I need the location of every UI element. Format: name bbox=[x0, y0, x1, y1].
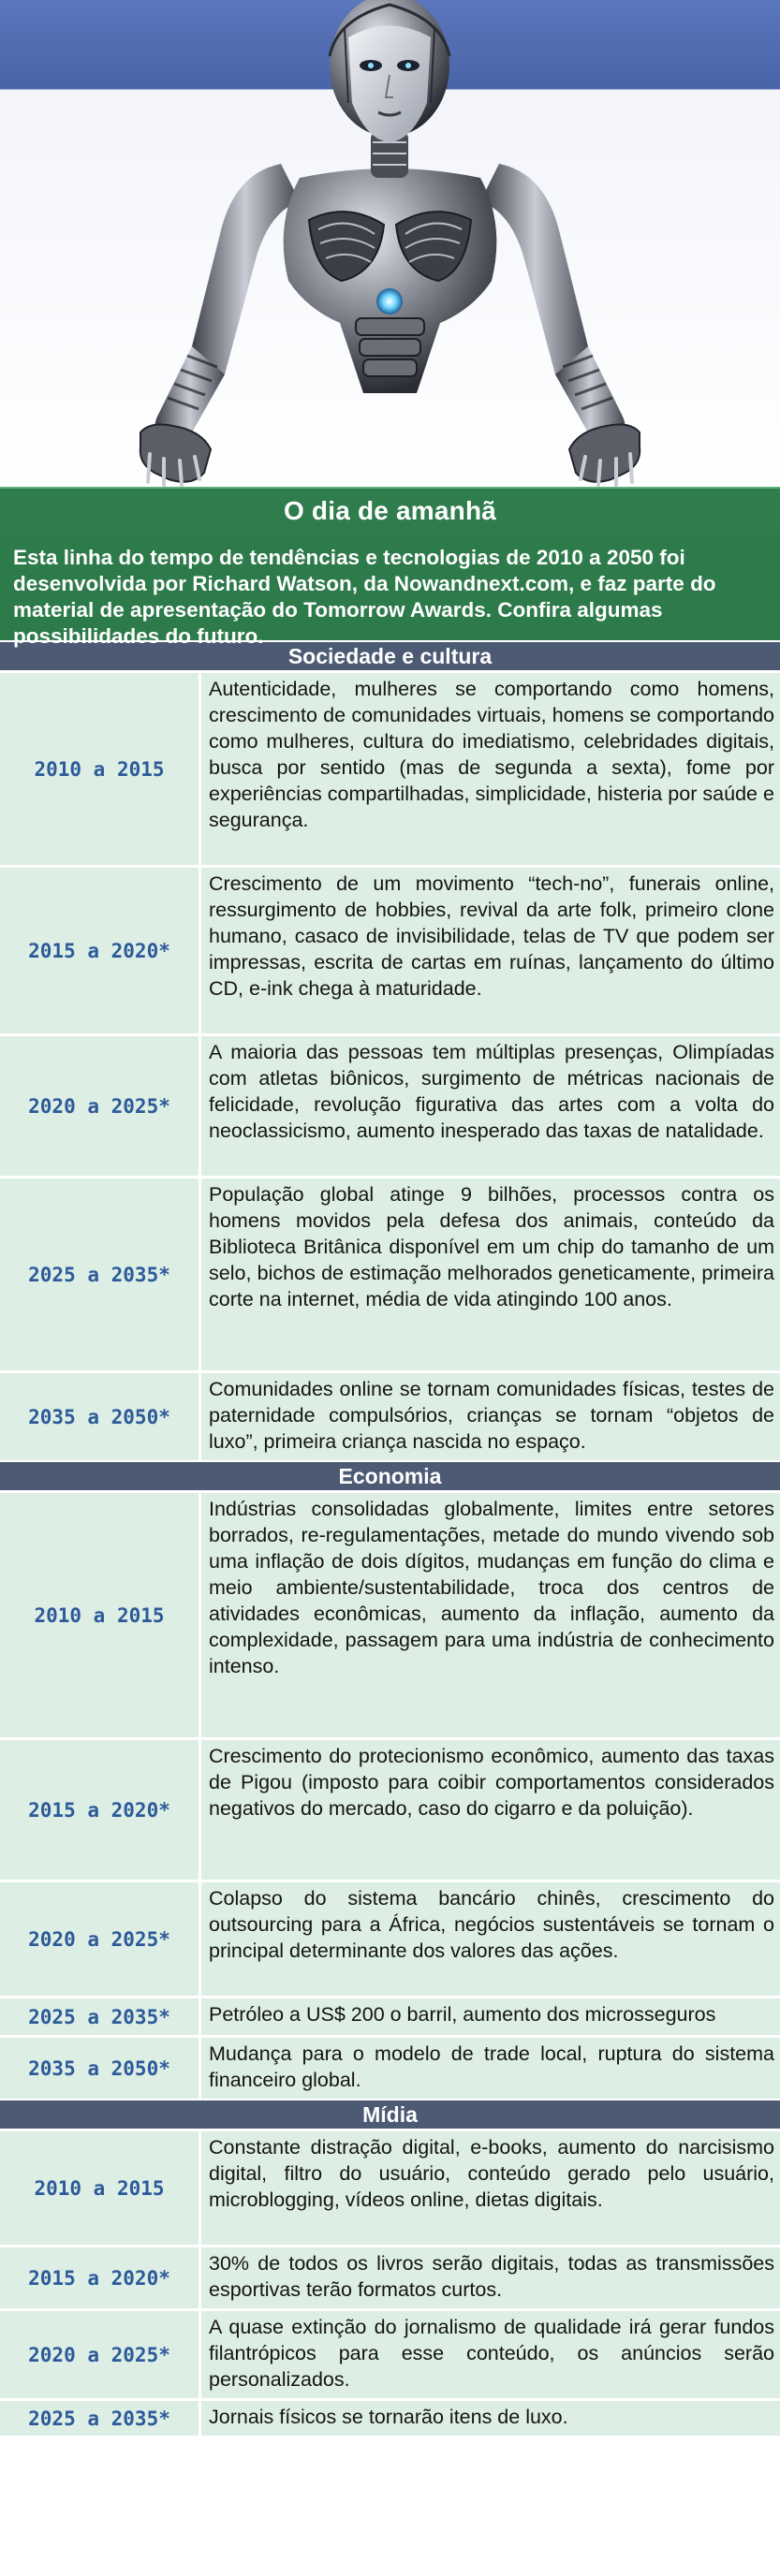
table-row bbox=[0, 2398, 780, 2436]
period-cell: 2035 a 2050* bbox=[0, 1373, 201, 1460]
section-header-midia: Mídia bbox=[0, 2099, 780, 2129]
table-row bbox=[0, 670, 780, 865]
description-cell: Constante distração digital, e-books, aumento do narcisismo digital, filtro do usuário, conteúdo gerado pelo usuário, microblogging, vídeos online, dietas digitais. bbox=[209, 2136, 774, 2211]
description-cell: 30% de todos os livros serão digitais, todas as transmissões esportivas terão formatos curtos. bbox=[209, 2252, 774, 2301]
period-cell: 2010 a 2015 bbox=[0, 2131, 201, 2245]
description-cell: População global atinge 9 bilhões, processos contra os homens movidos pela defesa dos animais, conteúdo da Biblioteca Britânica disponível em um chip do tamanho de um selo, bichos de estimação melhorados geneticamente, primeira corte na internet, média de vida atingindo 100 anos. bbox=[209, 1183, 774, 1310]
description-cell: Petróleo a US$ 200 o barril, aumento dos microsseguros bbox=[209, 2003, 716, 2026]
description-cell: Comunidades online se tornam comunidades físicas, testes de paternidade compulsórios, crianças se tornam “objetos de luxo”, primeira criança nascida no espaço. bbox=[209, 1378, 774, 1453]
description-cell: Crescimento de um movimento “tech-no”, funerais online, ressurgimento de hobbies, revival da arte folk, primeiro clone humano, casaco de invisibilidade, telas de TV que podem ser impressas, escrita de cartas em ruínas, lançamento do último CD, e-ink chega à maturidade. bbox=[209, 872, 774, 1000]
table-row bbox=[0, 1880, 780, 1996]
period-cell: 2010 a 2015 bbox=[0, 1493, 201, 1737]
table-row bbox=[0, 1033, 780, 1176]
description-cell: A maioria das pessoas tem múltiplas presenças, Olimpíadas com atletas biônicos, surgimento de métricas nacionais de felicidade, revolução figurativa das artes com a volta do neoclassicismo, aumento inesperado das taxas de natalidade. bbox=[209, 1041, 774, 1142]
period-cell: 2015 a 2020* bbox=[0, 2247, 201, 2308]
table-row bbox=[0, 2308, 780, 2398]
period-cell: 2020 a 2025* bbox=[0, 1882, 201, 1996]
table-row bbox=[0, 1996, 780, 2035]
period-cell: 2025 a 2035* bbox=[0, 2401, 201, 2436]
robot-illustration bbox=[0, 0, 780, 487]
table-row bbox=[0, 1737, 780, 1880]
table-row bbox=[0, 865, 780, 1033]
period-cell: 2010 a 2015 bbox=[0, 673, 201, 865]
section-header-economia: Economia bbox=[0, 1460, 780, 1490]
table-row bbox=[0, 2129, 780, 2245]
table-row bbox=[0, 2245, 780, 2308]
table-row bbox=[0, 2035, 780, 2099]
period-cell: 2020 a 2025* bbox=[0, 2311, 201, 2398]
period-cell: 2035 a 2050* bbox=[0, 2038, 201, 2099]
table-row bbox=[0, 1176, 780, 1370]
title-band bbox=[0, 487, 780, 534]
description-cell: Crescimento do protecionismo econômico, aumento das taxas de Pigou (imposto para coibir comportamentos considerados negativos do mercado, caso do cigarro e da poluição). bbox=[209, 1745, 774, 1820]
period-cell: 2015 a 2020* bbox=[0, 868, 201, 1033]
hero-illustration bbox=[0, 0, 780, 487]
period-cell: 2025 a 2035* bbox=[0, 1178, 201, 1370]
period-cell: 2025 a 2035* bbox=[0, 1998, 201, 2035]
table-row bbox=[0, 1370, 780, 1460]
period-cell: 2020 a 2025* bbox=[0, 1036, 201, 1176]
description-cell: Indústrias consolidadas globalmente, limites entre setores borrados, re-regulamentações, metade do mundo vivendo sob uma inflação de dois dígitos, mudanças em função do clima e meio ambiente/sustentabilidade, troca dos centros de atividades econômicas, aumento da inflação, aumento da complexidade, passagem para uma indústria de conhecimento intenso. bbox=[209, 1498, 774, 1677]
description-cell: Jornais físicos se tornarão itens de luxo. bbox=[209, 2406, 568, 2428]
intro-text: Esta linha do tempo de tendências e tecnologias de 2010 a 2050 foi desenvolvida por Richard Watson, da Nowandnext.com, e faz parte do material de apresentação do Tomorrow Awards. Confira algumas possibilidades do futuro. bbox=[0, 534, 780, 640]
description-cell: Mudança para o modelo de trade local, ruptura do sistema financeiro global. bbox=[209, 2042, 774, 2091]
period-cell: 2015 a 2020* bbox=[0, 1740, 201, 1880]
table-row bbox=[0, 1490, 780, 1737]
page-title: O dia de amanhã bbox=[283, 496, 497, 525]
timeline-table bbox=[0, 640, 780, 2436]
description-cell: Autenticidade, mulheres se comportando como homens, crescimento de comunidades virtuais, homens se comportando como mulheres, cultura do imediatismo, celebridades digitais, busca por sentido (mas de segunda a sexta), fome por experiências compartilhadas, simplicidade, histeria por saúde e segurança. bbox=[209, 678, 774, 831]
description-cell: Colapso do sistema bancário chinês, crescimento do outsourcing para a África, negócios sustentáveis se tornam o principal determinante dos valores das ações. bbox=[209, 1887, 774, 1962]
description-cell: A quase extinção do jornalismo de qualidade irá gerar fundos filantrópicos para esse conteúdo, os anúncios serão personalizados. bbox=[209, 2316, 774, 2391]
section-header-sociedade: Sociedade e cultura bbox=[0, 640, 780, 670]
